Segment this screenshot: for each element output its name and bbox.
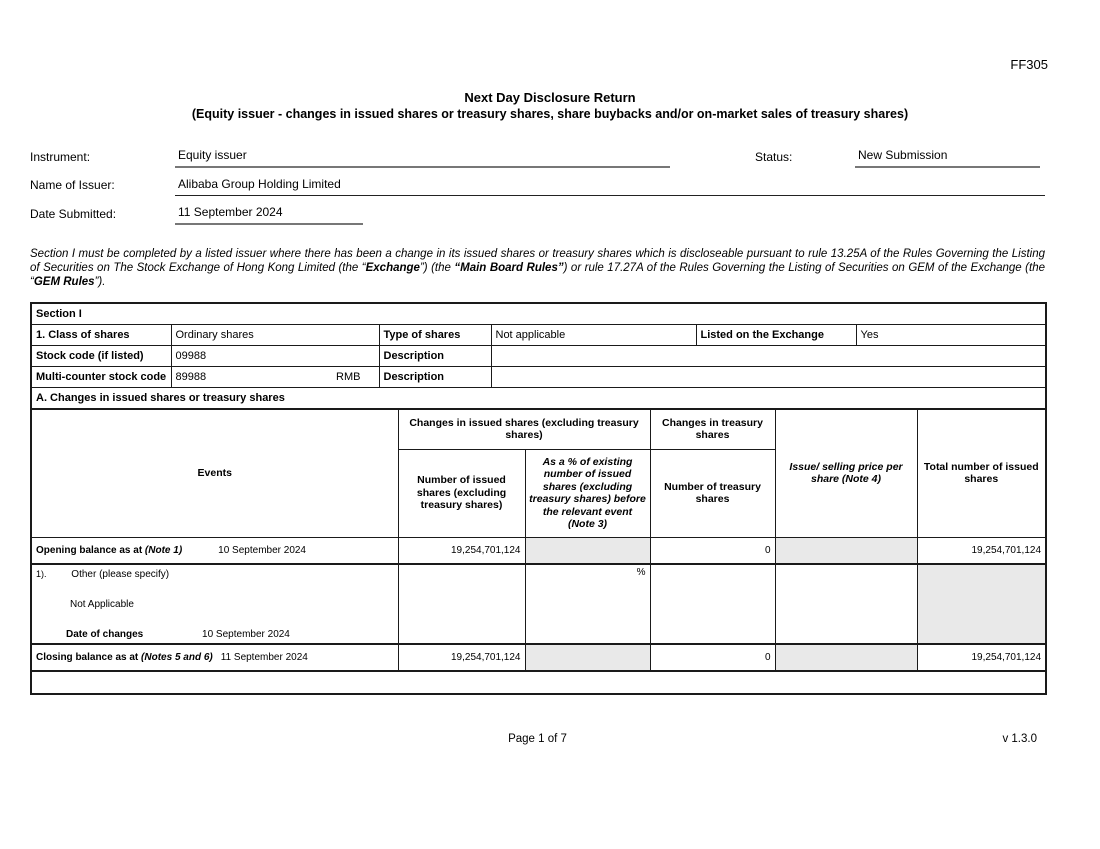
intro-part-main-board-rules: “Main Board Rules” — [454, 262, 564, 274]
percent-existing-header: As a % of existing number of issued shares (excluding treasury shares) before the relevant event (Note 3) — [525, 449, 650, 537]
intro-part: ) or rule 17.27A of the Rules Governing the Listing of Securities on GEM of the Exchange (the “ — [30, 262, 1045, 288]
version-label: v 1.3.0 — [1002, 733, 1037, 745]
form-code: FF305 — [1010, 57, 1048, 72]
instrument-value: Equity issuer — [175, 148, 670, 168]
event-index: 1). — [36, 569, 47, 579]
issuer-label: Name of Issuer: — [30, 178, 115, 192]
class-of-shares-row — [31, 324, 1046, 345]
instrument-label: Instrument: — [30, 150, 91, 164]
opening-balance-row — [31, 537, 1046, 564]
page-title: Next Day Disclosure Return — [464, 90, 636, 105]
description-label: Description — [379, 366, 491, 387]
multi-counter-row — [31, 366, 1046, 387]
total-issued-shares-header: Total number of issued shares — [917, 409, 1046, 537]
multi-counter-value: 89988 — [175, 370, 207, 383]
closing-total: 19,254,701,124 — [917, 644, 1046, 671]
event-name: Other (please specify) — [71, 569, 170, 580]
closing-balance-date: 11 September 2024 — [220, 652, 308, 663]
class-of-shares-label: 1. Class of shares — [31, 324, 171, 345]
multi-counter-value-cell — [171, 366, 379, 387]
opening-number-issued: 19,254,701,124 — [398, 537, 525, 564]
header-fields — [30, 148, 1045, 225]
intro-part: ”) (the — [419, 262, 455, 274]
description-value — [491, 345, 1046, 366]
section-a-header-row — [31, 387, 1046, 408]
instrument-status-row — [30, 148, 1045, 168]
section-a-header: A. Changes in issued shares or treasury shares — [31, 387, 1046, 408]
event-percent-cell: % — [525, 564, 650, 644]
price-per-share-header: Issue/ selling price per share (Note 4) — [775, 409, 917, 537]
event-total-cell — [917, 564, 1046, 644]
page-number: Page 1 of 7 — [508, 733, 567, 745]
listed-on-exchange-value: Yes — [856, 324, 1046, 345]
events-header: Events — [31, 409, 398, 537]
opening-price-cell — [775, 537, 917, 564]
opening-balance-label: Opening balance as at — [36, 544, 145, 556]
empty-cell — [31, 671, 1046, 694]
intro-part-gem-rules: GEM Rules — [33, 276, 95, 288]
opening-balance-note: (Note 1) — [144, 544, 183, 556]
description-label: Description — [379, 345, 491, 366]
section1-header: Section I — [31, 303, 1046, 324]
opening-number-treasury: 0 — [650, 537, 775, 564]
event-number-issued-cell — [398, 564, 525, 644]
closing-balance-note: (Notes 5 and 6) — [141, 652, 213, 663]
closing-balance-label-cell — [31, 644, 398, 671]
section1-header-row — [31, 303, 1046, 324]
intro-paragraph — [30, 247, 1045, 289]
changes-table-group-header-row — [31, 409, 1046, 449]
event-date-label: Date of changes — [66, 629, 144, 640]
event-price-cell — [775, 564, 917, 644]
class-of-shares-value: Ordinary shares — [171, 324, 379, 345]
opening-percent-cell — [525, 537, 650, 564]
intro-part-exchange: Exchange — [365, 262, 420, 274]
event-date: 10 September 2024 — [202, 629, 290, 640]
type-of-shares-value: Not applicable — [491, 324, 696, 345]
opening-total: 19,254,701,124 — [917, 537, 1046, 564]
event-specify-value: Not Applicable — [70, 599, 134, 610]
title-block — [0, 0, 1100, 121]
empty-row — [31, 671, 1046, 694]
intro-part: Section I must be completed by a listed issuer where there has been a change in its issued shares or treasury shares which is discloseable pursuant to rule 13.25A of the Rules Governing the Listing of Securities on The Stock Exchange of Hong Kong Limited (the “ — [30, 248, 1045, 274]
date-submitted-row — [30, 205, 1045, 225]
intro-part: ”). — [94, 276, 106, 288]
closing-balance-label: Closing balance as at — [36, 652, 142, 663]
multi-counter-currency: RMB — [336, 370, 361, 383]
closing-balance-row — [31, 644, 1046, 671]
closing-percent-cell — [525, 644, 650, 671]
event-row — [31, 564, 1046, 644]
status-label: Status: — [755, 150, 793, 164]
listed-on-exchange-label: Listed on the Exchange — [696, 324, 856, 345]
type-of-shares-label: Type of shares — [379, 324, 491, 345]
issuer-value: Alibaba Group Holding Limited — [175, 177, 1045, 196]
closing-number-issued: 19,254,701,124 — [398, 644, 525, 671]
number-treasury-shares-header: Number of treasury shares — [650, 449, 775, 537]
opening-balance-date: 10 September 2024 — [218, 544, 306, 556]
event-date-line — [66, 629, 394, 640]
number-issued-shares-header: Number of issued shares (excluding treasury shares) — [398, 449, 525, 537]
multi-counter-label: Multi-counter stock code — [31, 366, 171, 387]
opening-balance-label-cell — [31, 537, 398, 564]
page-subtitle: (Equity issuer - changes in issued shares or treasury shares, share buybacks and/or on-market sales of treasury shares) — [191, 107, 909, 121]
changes-table — [30, 409, 1047, 696]
group-issued-shares-header: Changes in issued shares (excluding treasury shares) — [398, 409, 650, 449]
status-value: New Submission — [855, 148, 1040, 168]
date-submitted-value: 11 September 2024 — [175, 205, 363, 225]
event-detail-cell — [31, 564, 398, 644]
closing-number-treasury: 0 — [650, 644, 775, 671]
issuer-row — [30, 177, 1045, 196]
section1-table — [30, 302, 1047, 409]
group-treasury-shares-header: Changes in treasury shares — [650, 409, 775, 449]
page-footer — [30, 733, 1045, 749]
stock-code-label: Stock code (if listed) — [31, 345, 171, 366]
stock-code-value: 09988 — [171, 345, 379, 366]
closing-price-cell — [775, 644, 917, 671]
stock-code-row — [31, 345, 1046, 366]
date-submitted-label: Date Submitted: — [30, 207, 117, 221]
description-value — [491, 366, 1046, 387]
event-number-treasury-cell — [650, 564, 775, 644]
